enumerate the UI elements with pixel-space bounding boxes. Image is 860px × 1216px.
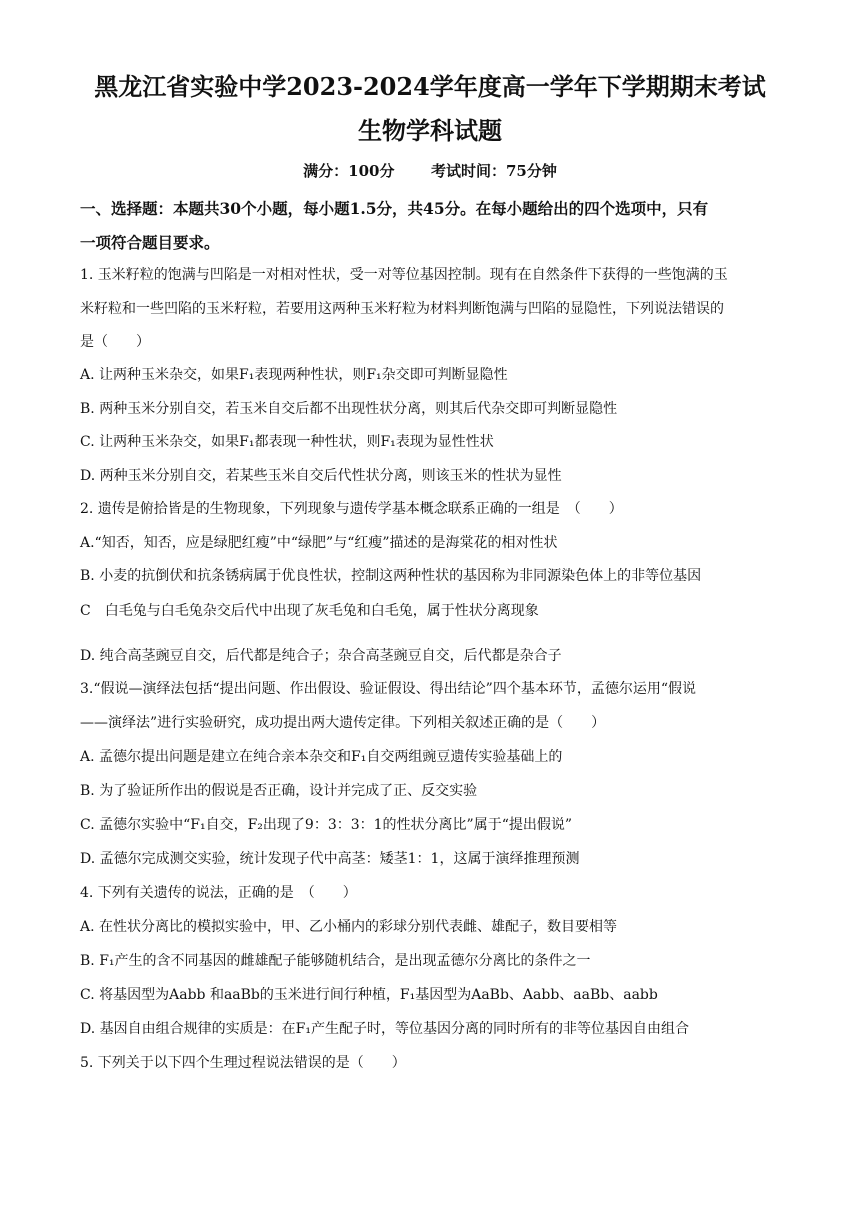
question-1-option-d: D. 两种玉米分别自交，若某些玉米自交后代性状分离，则该玉米的性状为显性 [80, 468, 562, 484]
question-1-stem-line3: 是（ ） [80, 334, 150, 350]
exam-subtitle: 生物学科试题 [358, 116, 502, 145]
question-2-option-b: B. 小麦的抗倒伏和抗条锈病属于优良性状，控制这两种性状的基因称为非同源染色体上的非等位基因 [80, 568, 702, 584]
question-1-option-a: A. 让两种玉米杂交，如果F₁表现两种性状，则F₁杂交即可判断显隐性 [80, 367, 508, 383]
question-3-stem-line1: 3.“假说—演绎法包括“提出问题、作出假设、验证假设、得出结论”四个基本环节，孟德尔运用“假说 [80, 681, 696, 697]
question-2-option-a: A.“知否，知否，应是绿肥红瘦”中“绿肥”与“红瘦”描述的是海棠花的相对性状 [80, 535, 558, 551]
section-heading-line2: 一项符合题目要求。 [80, 233, 220, 252]
question-1-stem-line1: 1. 玉米籽粒的饱满与凹陷是一对相对性状，受一对等位基因控制。现有在自然条件下获得的一些饱满的玉 [80, 267, 728, 283]
question-3-stem-line2: ——演绎法”进行实验研究，成功提出两大遗传定律。下列相关叙述正确的是（ ） [80, 715, 606, 731]
question-1-option-c: C. 让两种玉米杂交，如果F₁都表现一种性状，则F₁表现为显性性状 [80, 434, 494, 450]
exam-meta [0, 160, 860, 181]
question-2-stem: 2. 遗传是俯拾皆是的生物现象，下列现象与遗传学基本概念联系正确的一组是 （ ） [80, 501, 623, 517]
question-4-stem: 4. 下列有关遗传的说法，正确的是 （ ） [80, 885, 357, 901]
question-4-option-a: A. 在性状分离比的模拟实验中，甲、乙小桶内的彩球分别代表雌、雄配子，数目要相等 [80, 919, 618, 935]
exam-title: 黑龙江省实验中学2023-2024学年度高一学年下学期期末考试 [94, 72, 766, 101]
question-4-option-c: C. 将基因型为Aabb 和aaBb的玉米进行间行种植，F₁基因型为AaBb、Aabb、aaBb、aabb [80, 987, 658, 1003]
question-3-option-a: A. 孟德尔提出问题是建立在纯合亲本杂交和F₁自交两组豌豆遗传实验基础上的 [80, 749, 563, 765]
question-3-option-b: B. 为了验证所作出的假说是否正确，设计并完成了正、反交实验 [80, 783, 478, 799]
question-4-option-b: B. F₁产生的含不同基因的雌雄配子能够随机结合，是出现孟德尔分离比的条件之一 [80, 953, 591, 969]
exam-time: 考试时间：75分钟 [430, 162, 557, 180]
full-score: 满分：100分 [303, 162, 395, 180]
question-5-stem: 5. 下列关于以下四个生理过程说法错误的是（ ） [80, 1055, 406, 1071]
section-heading-line1: 一、选择题：本题共30个小题，每小题1.5分，共45分。在每小题给出的四个选项中，只有 [80, 199, 709, 218]
question-1-stem-line2: 米籽粒和一些凹陷的玉米籽粒，若要用这两种玉米籽粒为材料判断饱满与凹陷的显隐性，下列说法错误的 [80, 301, 724, 317]
question-2-option-d: D. 纯合高茎豌豆自交，后代都是纯合子；杂合高茎豌豆自交，后代都是杂合子 [80, 648, 562, 664]
question-1-option-b: B. 两种玉米分别自交，若玉米自交后都不出现性状分离，则其后代杂交即可判断显隐性 [80, 401, 618, 417]
question-2-option-c: C 白毛兔与白毛兔杂交后代中出现了灰毛兔和白毛兔，属于性状分离现象 [80, 603, 539, 619]
question-4-option-d: D. 基因自由组合规律的实质是：在F₁产生配子时，等位基因分离的同时所有的非等位基因自由组合 [80, 1021, 689, 1037]
question-3-option-d: D. 孟德尔完成测交实验，统计发现子代中高茎：矮茎1：1，这属于演绎推理预测 [80, 851, 580, 867]
question-3-option-c: C. 孟德尔实验中“F₁自交，F₂出现了9：3：3：1的性状分离比”属于“提出假说” [80, 817, 573, 833]
